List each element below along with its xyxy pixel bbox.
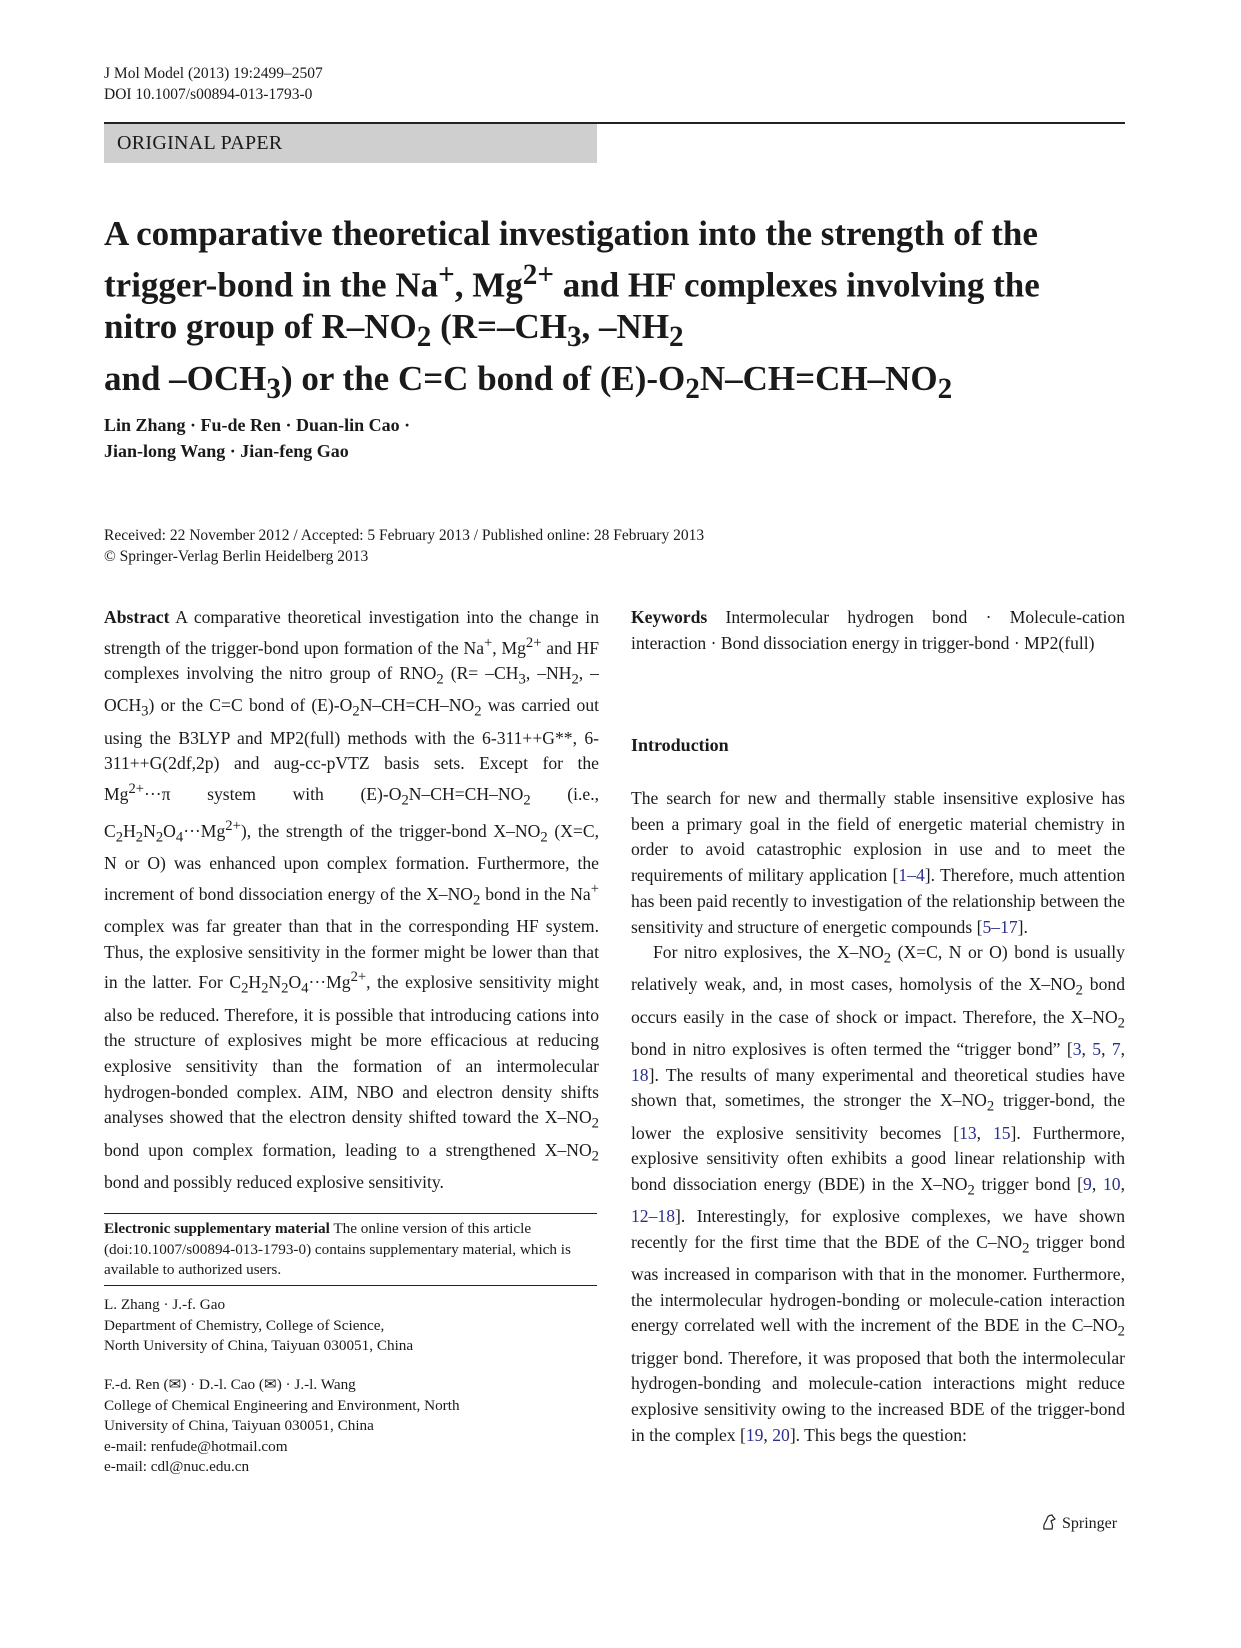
introduction-heading: Introduction [631, 735, 729, 755]
citation-link[interactable]: 13 [959, 1122, 977, 1143]
copyright-line: © Springer-Verlag Berlin Heidelberg 2013 [104, 548, 369, 565]
springer-horse-icon [1040, 1513, 1058, 1535]
doi-line: DOI 10.1007/s00894-013-1793-0 [104, 86, 313, 103]
journal-citation [104, 63, 323, 105]
author-line-1: Lin Zhang · Fu-de Ren · Duan-lin Cao · [104, 415, 411, 435]
keywords-label: Keywords [631, 607, 708, 627]
author-line-2: Jian-long Wang · Jian-feng Gao [104, 441, 349, 461]
journal-line: J Mol Model (2013) 19:2499–2507 [104, 65, 323, 82]
esm-rule [104, 1213, 597, 1214]
introduction-body [631, 786, 1125, 1448]
keywords: Keywords Intermolecular hydrogen bond · Molecule-cation interaction · Bond dissociation energy in trigger-bond · MP2(full) [631, 607, 1125, 653]
abstract: Abstract A comparative theoretical investigation into the change in strength of the trigger-bond upon formation of the Na+, $Mg^{2+}$ and HF complexes involving the nitro group of $RNO_2$ ($R= -CH_3$, $-NH_2$, $-OCH_3$) or the C=C bond of $(E)-O_2N-CH=CH-NO_2$ was carried out using the B3LYP and MP2(full) methods with the 6-311++G**, 6-311++G(2df,2p) and aug-cc-pVTZ basis sets. Except for the $Mg^{2+}\cdot\cdot\cdot\pi$ system with $(E)-O_2N-CH=CH-NO_2$ (i.e., $C_2H_2N_2O_4\cdot\cdot\cdot Mg^{2+}$), the strength of the trigger-bond $X-NO_2$ (X=C, N or O) was enhanced upon complex formation. Furthermore, the increment of bond dissociation energy of the $X-NO_2$ bond in the Na+ complex was far greater than that in the corresponding HF system. Thus, the explosive sensitivity in the former might be lower than that in the latter. For $C_2H_2N_2O_4\cdot\cdot\cdot Mg^{2+}$, the explosive sensitivity might also be reduced. Therefore, it is possible that introducing cations into the structure of explosives might be more efficacious at reducing explosive sensitivity than the formation of an intermolecular hydrogen-bonded complex. AIM, NBO and electron density shifts analyses showed that the electron density shifted toward the $X-NO_2$ bond upon complex formation, leading to a strengthened $X-NO_2$ bond and possibly reduced explosive sensitivity. [104, 607, 599, 1192]
affiliation-block-2: F.-d. Ren (✉) · D.-l. Cao (✉) · J.-l. Wang College of Chemical Engineering and Environment, North University of China, Taiyuan 030051, China e-mail: renfude@hotmail.com e-mail: cdl@nuc.edu.cn [104, 1375, 599, 1478]
email-ren[interactable]: e-mail: renfude@hotmail.com [104, 1437, 288, 1455]
paper-title: A comparative theoretical investigation into the strength of the trigger-bond in the Na+, $Mg^{2+}$ and HF complexes involving the nitro group of $R-NO_2$ ($R=-CH_3$, $-NH_2$ and $-OCH_3$) or the C=C bond of $(E)-O_2N-CH=CH-NO_2$ [104, 214, 1040, 406]
citation-link[interactable]: 7 [1111, 1038, 1121, 1059]
esm-label: Electronic supplementary material [104, 1220, 330, 1237]
corresponding-authors: F.-d. Ren (✉) · D.-l. Cao (✉) · J.-l. Wang [104, 1376, 356, 1393]
citation-link[interactable]: 20 [772, 1424, 790, 1445]
citation-link[interactable]: 15 [992, 1122, 1011, 1143]
date-history: Received: 22 November 2012 / Accepted: 5 February 2013 / Published online: 28 February 2013 [104, 527, 705, 544]
esm-note: Electronic supplementary material The online version of this article (doi:10.1007/s00894-013-1793-0) contains supplementary material, which is available to authorized users. [104, 1220, 571, 1278]
publisher-logo [1040, 1513, 1117, 1535]
citation-link[interactable]: 1–4 [898, 865, 925, 886]
citation-link[interactable]: 10 [1103, 1173, 1121, 1194]
citation-link[interactable]: 18 [631, 1064, 649, 1085]
citation-link[interactable]: 3 [1072, 1038, 1082, 1059]
author-list [104, 412, 410, 464]
affiliation-rule [104, 1285, 597, 1286]
publication-history [104, 525, 704, 567]
citation-link[interactable]: 9 [1083, 1173, 1092, 1194]
intro-paragraph-1: The search for new and thermally stable insensitive explosive has been a primary goal in the field of energetic material chemistry in order to avoid catastrophic explosion in use and to meet the requirements of military application [1–4]. Therefore, much attention has been paid recently to investigation of the relationship between the sensitivity and structure of energetic compounds [5–17]. [631, 788, 1126, 937]
citation-link[interactable]: 5 [1092, 1038, 1102, 1059]
citation-link[interactable]: 19 [745, 1424, 764, 1445]
email-cao[interactable]: e-mail: cdl@nuc.edu.cn [104, 1458, 250, 1475]
publisher-name: Springer [1062, 1515, 1118, 1532]
affiliation-block-1: L. Zhang · J.-f. Gao Department of Chemistry, College of Science, North University of China, Taiyuan 030051, China [104, 1296, 414, 1354]
citation-link[interactable]: 5–17 [982, 916, 1018, 937]
abstract-label: Abstract [104, 607, 170, 627]
intro-paragraph-2: For nitro explosives, the $X-NO_2$ (X=C, N or O) bond is usually relatively weak, and, in most cases, homolysis of the $X-NO_2$ bond occurs easily in the case of shock or impact. Therefore, the $X-NO_2$ bond in nitro explosives is often termed the “trigger bond” [3, 5, 7, 18]. The results of many experimental and theoretical studies have shown that, sometimes, the stronger the $X-NO_2$ trigger-bond, the lower the explosive sensitivity becomes [13, 15]. Furthermore, explosive sensitivity often exhibits a good linear relationship with bond dissociation energy (BDE) in the $X-NO_2$ trigger bond [9, 10, 12–18]. Interestingly, for explosive complexes, we have shown recently for the first time that the BDE of the $C-NO_2$ trigger bond was increased in comparison with that in the monomer. Furthermore, the intermolecular hydrogen-bonding or molecule-cation interaction energy correlated well with the increment of the BDE in the $C-NO_2$ trigger bond. Therefore, it was proposed that both the intermolecular hydrogen-bonding and molecule-cation interactions might reduce explosive sensitivity owing to the increased BDE of the trigger-bond in the complex [19, 20]. This begs the question: [631, 942, 1126, 1445]
citation-link[interactable]: 12–18 [631, 1206, 675, 1227]
section-label: ORIGINAL PAPER [104, 124, 597, 163]
